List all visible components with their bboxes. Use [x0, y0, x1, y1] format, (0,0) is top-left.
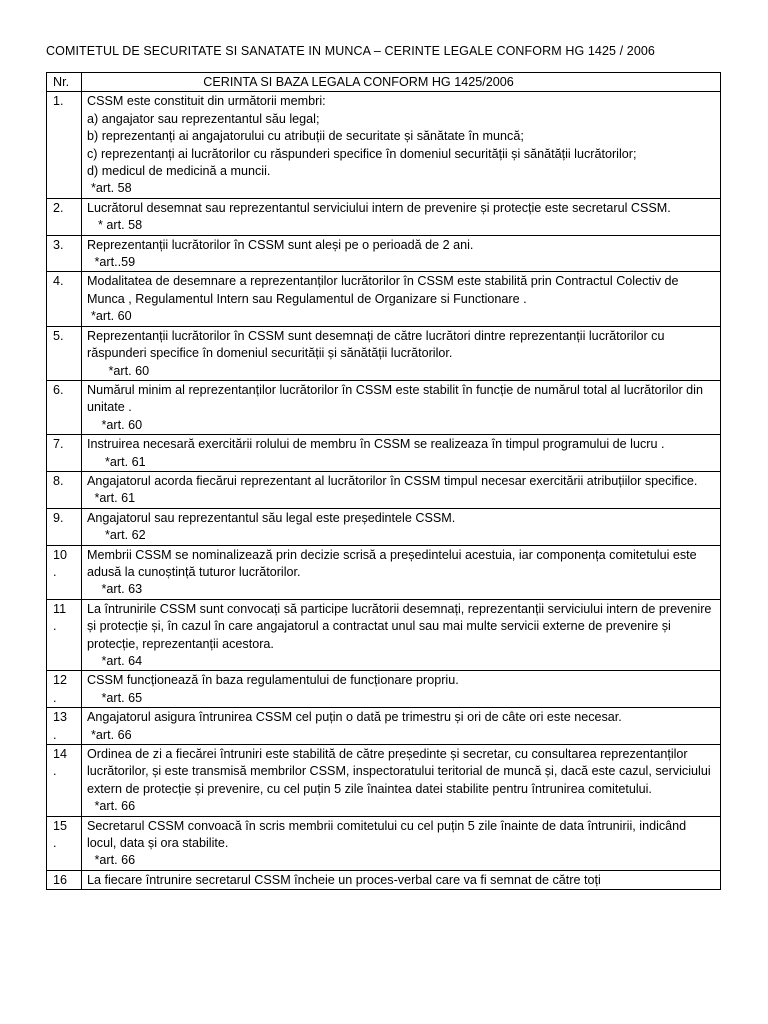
requirement-text: [82, 745, 721, 817]
legal-reference: *art. 62: [91, 528, 146, 543]
legal-reference: *art. 61: [91, 454, 146, 469]
row-number: 15 .: [47, 816, 82, 870]
table-row: [47, 471, 721, 508]
requirement-line: Lucrătorul desemnat sau reprezentantul serviciului intern de prevenire și protecție este secretarul CSSM.: [87, 200, 671, 215]
table-row: [47, 816, 721, 870]
requirement-line: Membrii CSSM se nominalizează prin decizie scrisă a președintelui acestuia, iar componența comitetului este adusă la cunoștință tuturor lucrătorilor.: [87, 547, 697, 579]
legal-reference: *art. 60: [91, 417, 143, 432]
requirement-line: b) reprezentanți ai angajatorului cu atribuții de securitate și sănătate în muncă;: [87, 129, 524, 144]
legal-reference: *art. 66: [91, 727, 132, 742]
requirement-text: [82, 471, 721, 508]
requirement-text: [82, 235, 721, 272]
row-number: 11 .: [47, 599, 82, 671]
header-nr: Nr.: [47, 73, 82, 92]
row-number: 6.: [47, 380, 82, 434]
requirement-text: [82, 198, 721, 235]
row-number: 14 .: [47, 745, 82, 817]
requirement-text: [82, 92, 721, 198]
row-number: 5.: [47, 326, 82, 380]
legal-reference: *art. 61: [91, 491, 136, 506]
table-row: [47, 272, 721, 326]
row-number: 10 .: [47, 545, 82, 599]
requirement-text: [82, 272, 721, 326]
legal-reference: *art. 66: [91, 799, 136, 814]
table-row: [47, 508, 721, 545]
requirement-line: Angajatorul acorda fiecărui reprezentant al lucrătorilor în CSSM timpul necesar exercitării atribuțiilor specifice.: [87, 473, 698, 488]
requirement-text: [82, 816, 721, 870]
requirement-line: CSSM este constituit din următorii membri:: [87, 94, 326, 109]
document-title: COMITETUL DE SECURITATE SI SANATATE IN MUNCA – CERINTE LEGALE CONFORM HG 1425 / 2006: [46, 44, 655, 58]
table-row: [47, 92, 721, 198]
row-number: 4.: [47, 272, 82, 326]
table-body: [47, 92, 721, 890]
legal-reference: *art. 60: [91, 363, 150, 378]
requirement-line: Modalitatea de desemnare a reprezentanților lucrătorilor în CSSM este stabilită prin Contractul Colectiv de Munca , Regulamentul Intern sau Regulamentul de Organizare si Functionare .: [87, 274, 679, 306]
requirement-line: La întrunirile CSSM sunt convocați să participe lucrătorii desemnați, reprezentanții serviciului intern de prevenire și protecție și, în cazul în care angajatorul a contractat unul sau mai multe servicii externe de prevenire și protecție, reprezentanții acestora.: [87, 601, 712, 651]
requirement-line: Angajatorul sau reprezentantul său legal este președintele CSSM.: [87, 510, 456, 525]
requirement-text: [82, 545, 721, 599]
table-row: [47, 745, 721, 817]
requirement-line: CSSM funcționează în baza regulamentului de funcționare propriu.: [87, 673, 459, 688]
requirement-line: La fiecare întrunire secretarul CSSM încheie un proces-verbal care va fi semnat de către toți: [87, 872, 601, 887]
requirement-text: [82, 435, 721, 472]
requirement-line: Instruirea necesară exercitării rolului de membru în CSSM se realizeaza în timpul programului de lucru .: [87, 437, 665, 452]
legal-reference: *art. 65: [91, 690, 143, 705]
requirement-line: d) medicul de medicină a muncii.: [87, 164, 271, 179]
requirement-line: Angajatorul asigura întrunirea CSSM cel puțin o dată pe trimestru și ori de câte ori este necesar.: [87, 710, 622, 725]
requirement-text: [82, 671, 721, 708]
legal-reference: *art. 60: [91, 309, 132, 324]
table-row: [47, 380, 721, 434]
table-row: [47, 671, 721, 708]
requirement-text: [82, 326, 721, 380]
requirement-text: [82, 380, 721, 434]
legal-reference: *art. 64: [91, 654, 143, 668]
requirement-text: [82, 870, 721, 889]
row-number: 12 .: [47, 671, 82, 708]
row-number: 9.: [47, 508, 82, 545]
legal-reference: *art. 58: [91, 181, 132, 196]
row-number: 2.: [47, 198, 82, 235]
legal-reference: * art. 58: [91, 218, 143, 233]
table-row: [47, 545, 721, 599]
legal-reference: *art. 63: [91, 582, 143, 597]
requirement-line: Ordinea de zi a fiecărei întruniri este stabilită de către președinte și secretar, cu consultarea reprezentanților lucrătorilor, și este transmisă membrilor CSSM, inspectoratului teritorial de muncă și, dacă este cazul, serviciului extern de protecție și prevenire, cu cel puțin 5 zile înaintea datei stabilite pentru întrunirea comitetului.: [87, 747, 711, 796]
requirement-text: [82, 508, 721, 545]
table-row: [47, 435, 721, 472]
requirement-line: Secretarul CSSM convoacă în scris membrii comitetului cu cel puțin 5 zile înainte de data întrunirii, indicând locul, data și ora stabilite.: [87, 818, 687, 851]
row-number: 3.: [47, 235, 82, 272]
legal-reference: *art..59: [91, 255, 136, 270]
row-number: 7.: [47, 435, 82, 472]
requirement-line: Numărul minim al reprezentanților lucrătorilor în CSSM este stabilit în funcție de numărul total al lucrătorilor din unitate .: [87, 382, 703, 415]
requirements-table: [46, 72, 721, 890]
row-number: 16: [47, 870, 82, 889]
requirement-text: [82, 599, 721, 671]
table-row: [47, 599, 721, 671]
table-row: [47, 708, 721, 745]
table-row: [47, 870, 721, 889]
requirement-text: [82, 708, 721, 745]
legal-reference: *art. 66: [91, 853, 136, 868]
table-row: [47, 198, 721, 235]
table-row: [47, 326, 721, 380]
table-row: [47, 235, 721, 272]
requirement-line: c) reprezentanți ai lucrătorilor cu răspunderi specifice în domeniul securității și sănătății lucrătorilor;: [87, 146, 637, 161]
header-cerinta: CERINTA SI BAZA LEGALA CONFORM HG 1425/2006: [82, 73, 721, 92]
table-header-row: [47, 73, 721, 92]
row-number: 8.: [47, 471, 82, 508]
row-number: 13 .: [47, 708, 82, 745]
row-number: 1.: [47, 92, 82, 198]
requirement-line: Reprezentanții lucrătorilor în CSSM sunt aleși pe o perioadă de 2 ani.: [87, 237, 474, 252]
requirement-line: Reprezentanții lucrătorilor în CSSM sunt desemnați de către lucrători dintre reprezentanții lucrătorilor cu răspunderi specifice în domeniul securității și sănătății lucrătorilor.: [87, 328, 665, 361]
requirement-line: a) angajator sau reprezentantul său legal;: [87, 111, 320, 126]
